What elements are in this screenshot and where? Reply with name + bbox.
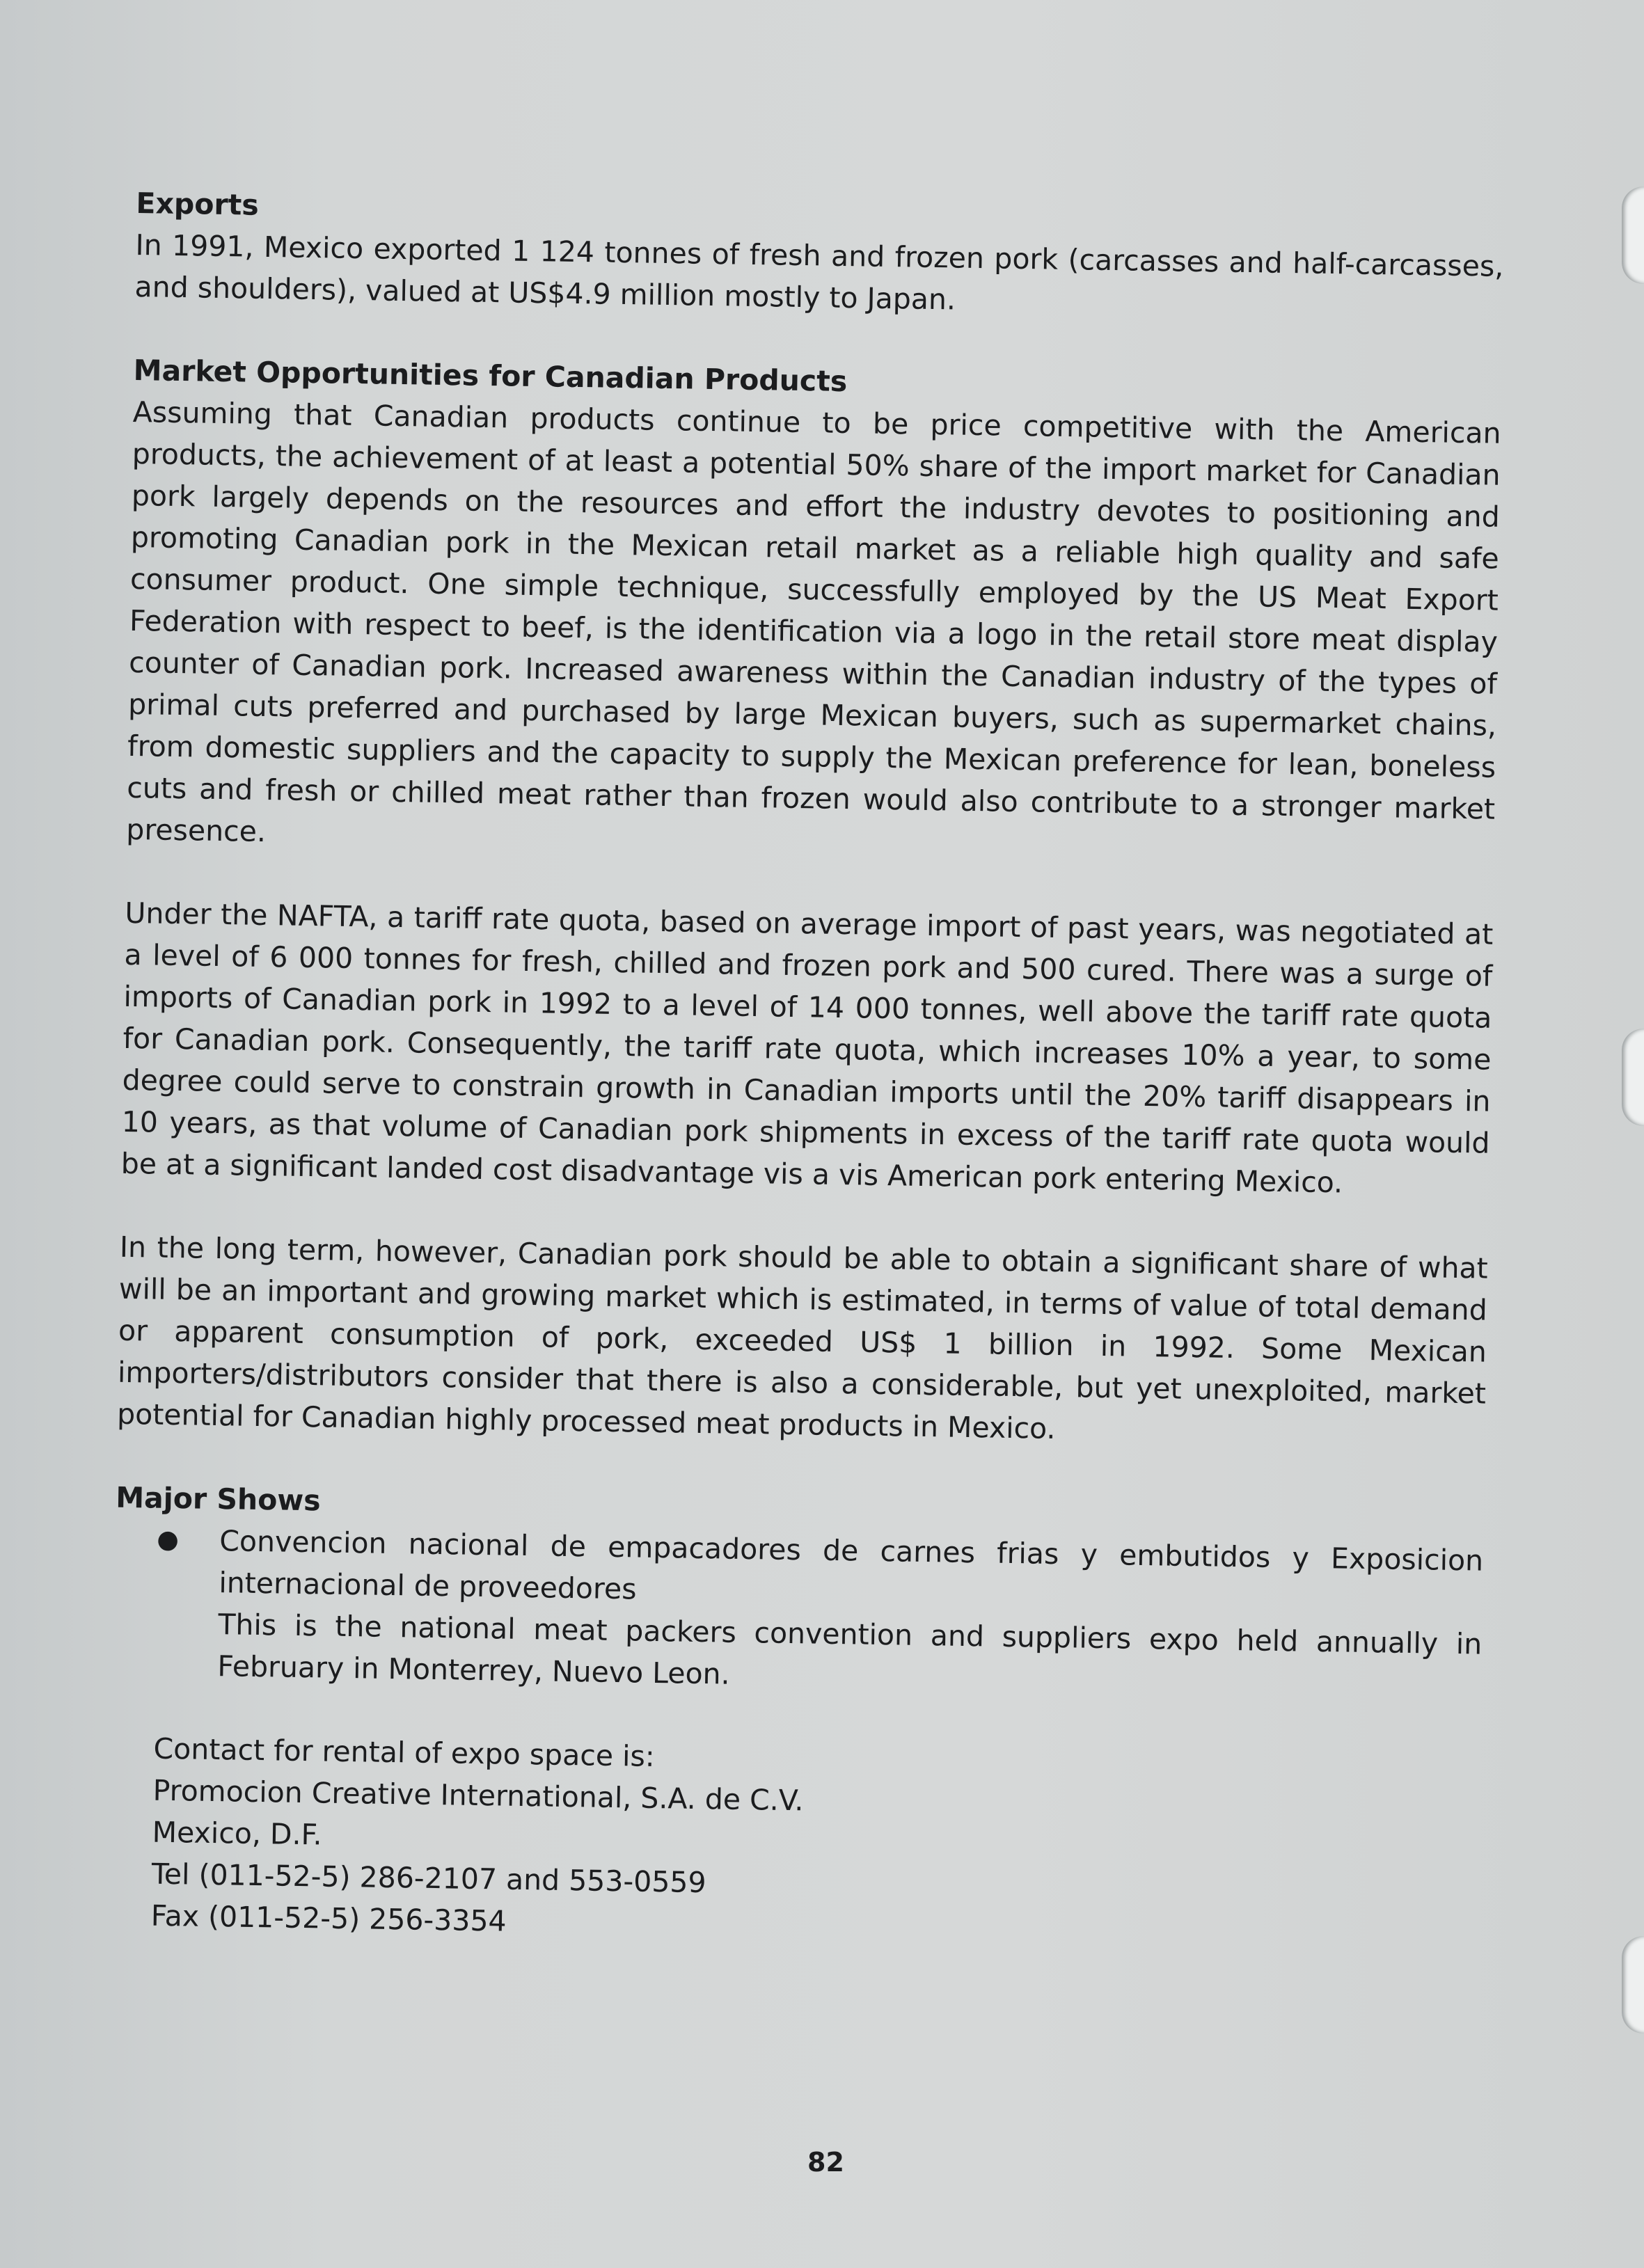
binder-hole (1622, 1936, 1644, 2033)
show-entry (217, 1520, 1484, 1706)
show-list-item (113, 1518, 1484, 1707)
major-shows-section (113, 1477, 1484, 1707)
contact-line: Contact for rental of expo space is: (153, 1731, 656, 1773)
exports-paragraph: In 1991, Mexico exported 1 124 tonnes of fresh and frozen pork (carcasses and half-carcasses, and shoulders), valued at US$4.9 million mostly to Japan. (134, 228, 1504, 317)
major-shows-heading: Major Shows (115, 1480, 322, 1518)
market-opportunities-section (117, 349, 1502, 1457)
show-description: This is the national meat packers convention and suppliers expo held annually in February in Monterrey, Nuevo Leon. (217, 1608, 1483, 1691)
market-paragraph: Assuming that Canadian products continue to be price competitive with the American products, the achievement of at least a potential 50% share of the import market for Canadian pork largely depends on the resources and effort the industry devotes to positioning and promoting Canadian pork in the Mexican retail market as a reliable high quality and safe consumer product. One simple technique, successfully employed by the US Meat Export Federation with respect to beef, is the identification via a logo in the retail store meat display counter of Canadian pork. Increased awareness within the Canadian industry of the types of primal cuts preferred and purchased by large Mexican buyers, such as supermarket chains, from domestic suppliers and the capacity to supply the Mexican preference for lean, boneless cuts and fresh or chilled meat rather than frozen would also contribute to a stronger market presence. (126, 395, 1501, 849)
contact-line: Promocion Creative International, S.A. de C.V. (152, 1773, 804, 1818)
exports-section (134, 182, 1505, 329)
market-opportunities-heading: Market Opportunities for Canadian Products (133, 353, 848, 399)
binder-hole (1622, 1029, 1644, 1126)
page-content (109, 182, 1504, 1958)
contact-line: Mexico, D.F. (152, 1815, 322, 1852)
market-paragraph: Under the NAFTA, a tariff rate quota, based on average import of past years, was negotiated at a level of 6 000 tonnes for fresh, chilled and frozen pork and 500 cured. There was a surge of imports of Canadian pork in 1992 to a level of 14 000 tonnes, well above the tariff rate quota for Canadian pork. Consequently, the tariff rate quota, which increases 10% a year, to some degree could serve to constrain growth in Canadian imports until the 20% tariff disappears in 10 years, as that volume of Canadian pork shipments in excess of the tariff rate quota would be at a significant landed cost disadvantage vis a vis American pork entering Mexico. (120, 896, 1494, 1200)
contact-block (109, 1727, 1480, 1958)
contact-line: Fax (011-52-5) 256-3354 (150, 1898, 507, 1938)
contact-line: Tel (011-52-5) 286-2107 and 553-0559 (151, 1857, 706, 1900)
bullet-icon: ● (157, 1525, 180, 1555)
page-number: 82 (807, 2147, 844, 2178)
binder-hole (1622, 187, 1644, 284)
exports-heading: Exports (136, 186, 260, 222)
show-title: Convencion nacional de empacadores de carnes frias y embutidos y Exposicion internacional de proveedores (219, 1524, 1484, 1606)
market-paragraph: In the long term, however, Canadian pork should be able to obtain a significant share of what will be an important and growing market which is estimated, in terms of value of total demand or apparent consumption of pork, exceeded US$ 1 billion in 1992. Some Mexican importers/distributors consider that there is also a considerable, but yet unexploited, market potential for Canadian highly processed meat products in Mexico. (116, 1230, 1489, 1445)
